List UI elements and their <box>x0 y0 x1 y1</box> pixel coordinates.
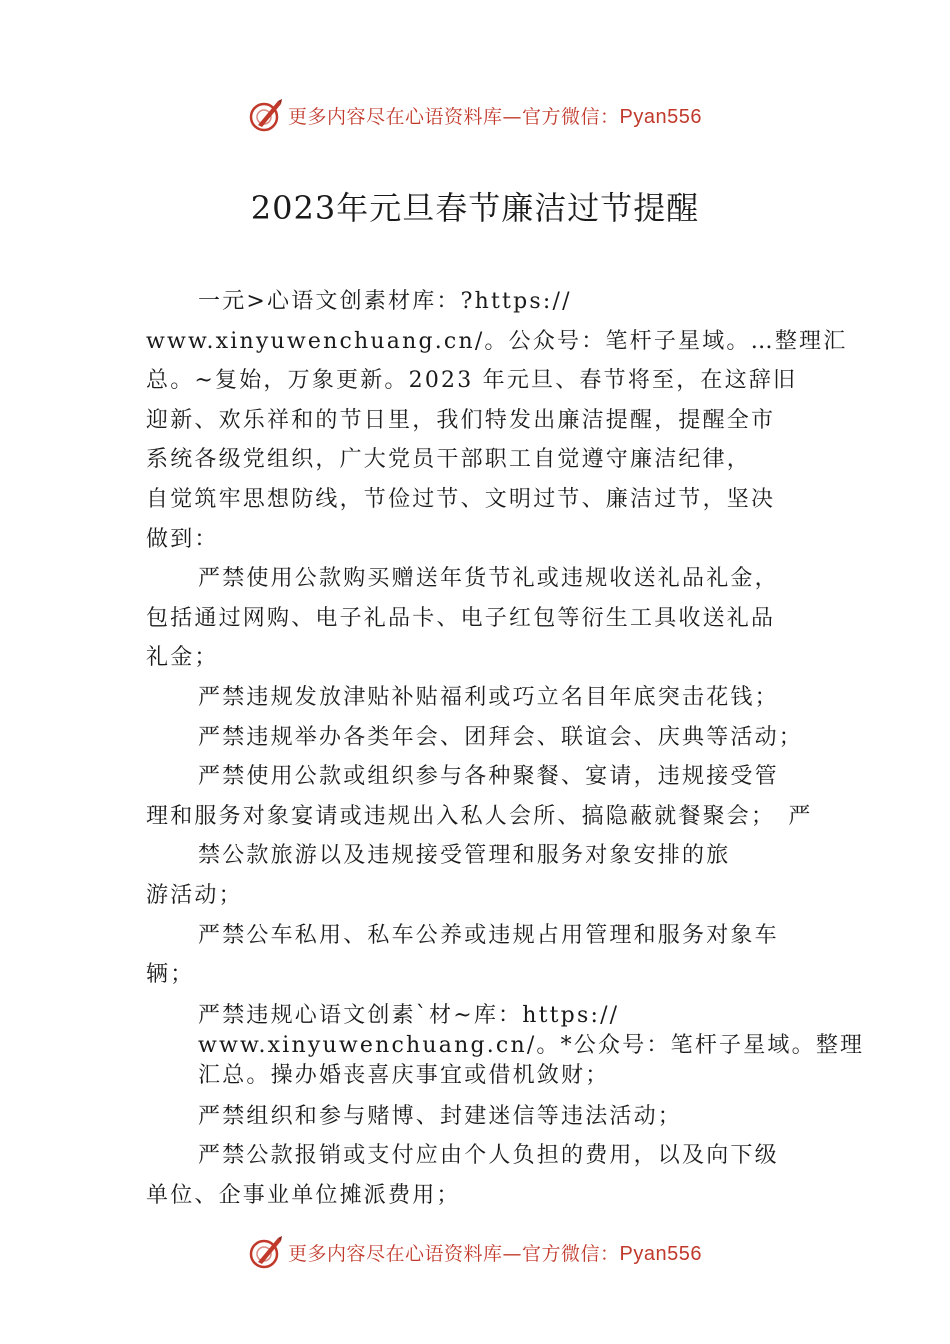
body-line: 严禁组织和参与赌博、封建迷信等违法活动； <box>198 1103 683 1129</box>
banner-text <box>288 102 702 129</box>
footer-banner <box>0 1232 950 1272</box>
body-line: 汇总。操办婚丧喜庆事宜或借机敛财； <box>198 1062 610 1088</box>
wechat-id: Pyan556 <box>619 105 702 128</box>
body-line: 做到： <box>146 526 219 552</box>
body-line: 严禁违规心语文创素`材~库：https:// <box>198 1002 620 1028</box>
body-line: 迎新、欢乐祥和的节日里，我们特发出廉洁提醒，提醒全市 <box>146 407 776 433</box>
header-banner <box>0 95 950 135</box>
body-line: 理和服务对象宴请或违规出入私人会所、搞隐蔽就餐聚会； 严 <box>146 803 813 829</box>
quill-logo-icon <box>248 97 284 133</box>
body-line: 严禁违规发放津贴补贴福利或巧立名目年底突击花钱； <box>198 684 779 710</box>
banner-slogan: 更多内容尽在心语资料库—官方微信： <box>288 105 620 128</box>
body-line: www.xinyuwenchuang.cn/。*公众号：笔杆子星域。整理 <box>198 1032 865 1058</box>
body-line: 严禁违规举办各类年会、团拜会、联谊会、庆典等活动； <box>198 724 804 750</box>
document-body <box>146 282 865 1215</box>
banner-slogan: 更多内容尽在心语资料库—官方微信： <box>288 1242 620 1265</box>
body-line: www.xinyuwenchuang.cn/。公众号：笔杆子星域。…整理汇 <box>146 328 848 354</box>
body-line: 自觉筑牢思想防线，节俭过节、文明过节、廉洁过节，坚决 <box>146 486 776 512</box>
body-line: 礼金； <box>146 645 219 671</box>
body-line: 禁公款旅游以及违规接受管理和服务对象安排的旅 <box>198 843 731 869</box>
body-line: 游活动； <box>146 882 243 908</box>
wechat-id: Pyan556 <box>619 1242 702 1265</box>
body-line: 严禁使用公款购买赠送年货节礼或违规收送礼品礼金， <box>198 566 779 592</box>
body-line: 严禁使用公款或组织参与各种聚餐、宴请，违规接受管 <box>198 764 779 790</box>
body-line: 严禁公车私用、私车公养或违规占用管理和服务对象车 <box>198 922 779 948</box>
body-line: 包括通过网购、电子礼品卡、电子红包等衍生工具收送礼品 <box>146 605 776 631</box>
body-line: 单位、企事业单位摊派费用； <box>146 1182 461 1208</box>
body-line: 辆； <box>146 962 195 988</box>
body-line: 总。~复始，万象更新。2023 年元旦、春节将至，在这辞旧 <box>146 368 798 394</box>
quill-logo-icon <box>248 1234 284 1270</box>
document-title: 2023年元旦春节廉洁过节提醒 <box>250 189 700 227</box>
banner-text <box>288 1239 702 1266</box>
body-line: 系统各级党组织，广大党员干部职工自觉遵守廉洁纪律， <box>146 447 752 473</box>
body-line: 一元>心语文创素材库：?https:// <box>198 289 572 314</box>
body-line: 严禁公款报销或支付应由个人负担的费用，以及向下级 <box>198 1143 779 1169</box>
